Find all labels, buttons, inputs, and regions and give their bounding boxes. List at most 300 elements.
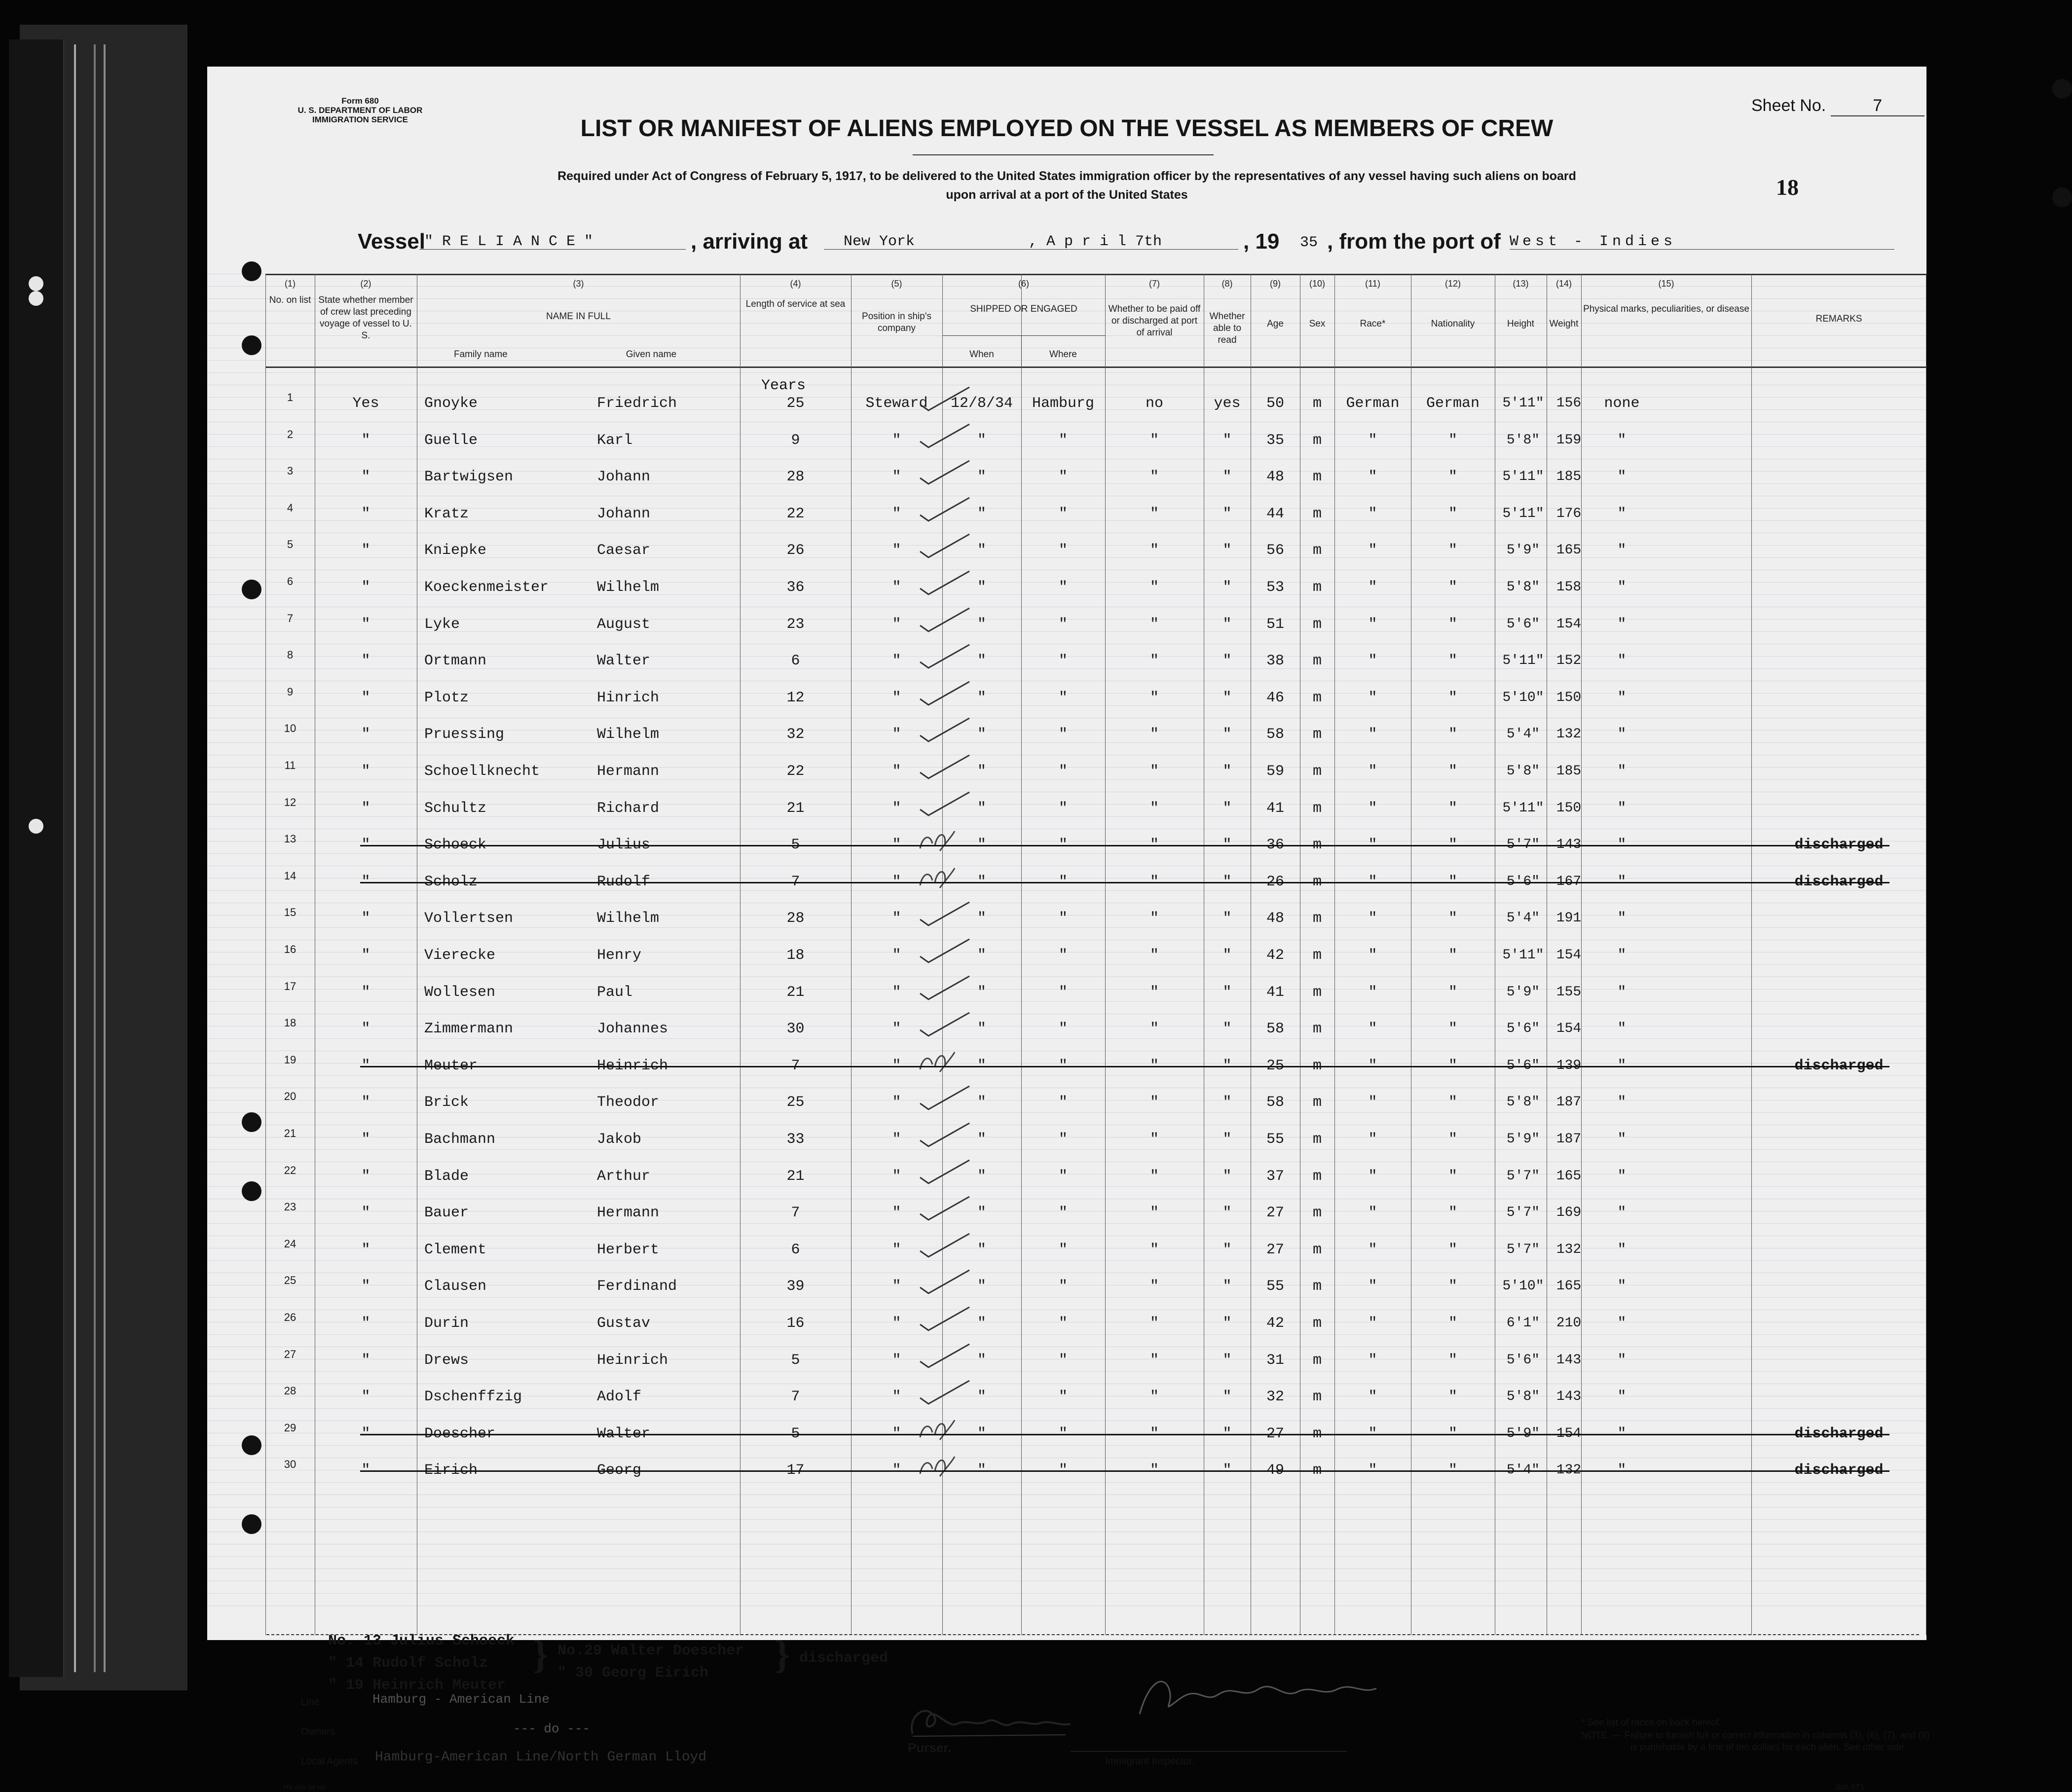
position: " xyxy=(892,1205,901,1222)
shipped-where: " xyxy=(1058,542,1068,559)
ledger-line xyxy=(207,1334,1926,1335)
position: " xyxy=(892,1389,901,1406)
crew-status: " xyxy=(361,469,370,486)
given-name: Johann xyxy=(597,469,651,486)
ledger-line xyxy=(207,1408,1926,1409)
age: 48 xyxy=(1266,469,1284,486)
height: 5'11" xyxy=(1502,653,1544,669)
shipped-when: " xyxy=(977,726,986,743)
family-name: Schoeck xyxy=(424,837,487,854)
age: 46 xyxy=(1266,689,1284,706)
physical-marks: " xyxy=(1617,873,1627,890)
height: 5'9" xyxy=(1506,984,1540,1000)
years-label: Years xyxy=(761,377,806,394)
position: " xyxy=(892,800,901,817)
weight: 143 xyxy=(1556,1389,1582,1405)
shipped-where: " xyxy=(1058,689,1068,706)
arriving-label: , arriving at xyxy=(691,229,808,254)
physical-marks: " xyxy=(1617,726,1627,743)
position: " xyxy=(892,616,901,633)
nationality: " xyxy=(1448,800,1457,817)
physical-marks: " xyxy=(1617,1021,1627,1038)
weight: 139 xyxy=(1556,1058,1582,1073)
shipped-when: 12/8/34 xyxy=(950,395,1013,412)
column-sublabel: Where xyxy=(1049,349,1077,360)
weight: 154 xyxy=(1556,948,1582,963)
ledger-line xyxy=(207,1223,1926,1224)
height: 5'9" xyxy=(1506,1426,1540,1441)
physical-marks: " xyxy=(1617,1315,1627,1332)
punch-hole xyxy=(242,1181,261,1201)
strike-through-line xyxy=(360,1066,1889,1067)
ledger-line xyxy=(207,1001,1926,1002)
crew-status: " xyxy=(361,1389,370,1406)
height: 5'11" xyxy=(1502,800,1544,816)
family-name: Kratz xyxy=(424,505,469,522)
race: " xyxy=(1368,1131,1377,1148)
service-years: 9 xyxy=(791,432,800,449)
shipped-where: " xyxy=(1058,910,1068,927)
shipped-where: " xyxy=(1058,432,1068,449)
note-line: " 30 Georg Eirich xyxy=(557,1665,709,1682)
height: 5'8" xyxy=(1506,432,1540,448)
given-name: Theodor xyxy=(597,1094,660,1111)
able-to-read: " xyxy=(1222,1057,1232,1074)
shipped-when: " xyxy=(977,984,986,1001)
paid-off: " xyxy=(1149,800,1159,817)
column-label: NAME IN FULL xyxy=(546,311,611,322)
check-mark-icon xyxy=(918,1342,972,1371)
given-name: Hinrich xyxy=(597,689,660,706)
row-number: 2 xyxy=(287,428,294,440)
physical-marks: " xyxy=(1617,837,1627,854)
column-number: (2) xyxy=(360,279,371,289)
sex: m xyxy=(1312,837,1322,854)
row-number: 14 xyxy=(284,869,296,882)
height: 5'6" xyxy=(1506,874,1540,889)
position: " xyxy=(892,1462,901,1479)
page-subtitle xyxy=(207,167,1926,204)
able-to-read: " xyxy=(1222,1389,1232,1406)
able-to-read: " xyxy=(1222,1315,1232,1332)
service-years: 22 xyxy=(786,505,805,522)
crew-status: " xyxy=(361,542,370,559)
crew-status: " xyxy=(361,689,370,706)
given-name: Wilhelm xyxy=(597,579,660,596)
paid-off: " xyxy=(1149,689,1159,706)
nationality: " xyxy=(1448,689,1457,706)
age: 27 xyxy=(1266,1205,1284,1222)
nationality: " xyxy=(1448,616,1457,633)
paid-off: " xyxy=(1149,726,1159,743)
able-to-read: " xyxy=(1222,1205,1232,1222)
binding-line xyxy=(104,44,106,1672)
height: 5'6" xyxy=(1506,1058,1540,1073)
crew-status: " xyxy=(361,1241,370,1258)
paid-off: " xyxy=(1149,1094,1159,1111)
nationality: " xyxy=(1448,1205,1457,1222)
position: " xyxy=(892,837,901,854)
weight: 165 xyxy=(1556,1168,1582,1184)
row-number: 12 xyxy=(284,796,296,808)
sex: m xyxy=(1312,579,1322,596)
form-number-line: Form 680 xyxy=(341,96,379,106)
given-name: Friedrich xyxy=(597,395,677,412)
race: " xyxy=(1368,1241,1377,1258)
age: 48 xyxy=(1266,910,1284,927)
agents-value: Hamburg-American Line/North German Lloyd xyxy=(375,1750,707,1765)
family-name: Zimmermann xyxy=(424,1021,514,1038)
shipped-when: " xyxy=(977,469,986,486)
able-to-read: " xyxy=(1222,542,1232,559)
table-rule xyxy=(942,335,1105,336)
race: " xyxy=(1368,763,1377,780)
shipped-when: " xyxy=(977,1462,986,1479)
age: 37 xyxy=(1266,1168,1284,1185)
nationality: " xyxy=(1448,432,1457,449)
crew-status: " xyxy=(361,800,370,817)
shipped-where: " xyxy=(1058,505,1068,522)
height: 5'11" xyxy=(1502,396,1544,411)
physical-marks: " xyxy=(1617,542,1627,559)
nationality: " xyxy=(1448,947,1457,964)
paid-off: " xyxy=(1149,1205,1159,1222)
service-years: 5 xyxy=(791,837,800,854)
weight: 150 xyxy=(1556,690,1582,705)
given-name: Heinrich xyxy=(597,1057,668,1074)
given-name: Julius xyxy=(597,837,651,854)
column-label: Position in ship's company xyxy=(862,311,931,333)
weight: 165 xyxy=(1556,543,1582,558)
able-to-read: " xyxy=(1222,800,1232,817)
weight: 169 xyxy=(1556,1205,1582,1221)
given-name: Walter xyxy=(597,1425,651,1442)
nationality: " xyxy=(1448,1131,1457,1148)
column-sublabel: Given name xyxy=(626,349,677,360)
race: " xyxy=(1368,800,1377,817)
note-discharged: discharged xyxy=(799,1650,888,1667)
check-mark-icon xyxy=(918,642,972,672)
given-name: Caesar xyxy=(597,542,651,559)
able-to-read: " xyxy=(1222,984,1232,1001)
paid-off: " xyxy=(1149,984,1159,1001)
inspector-label: Immigrant Inspector. xyxy=(1105,1756,1195,1767)
paid-off: " xyxy=(1149,1315,1159,1332)
family-name: Blade xyxy=(424,1168,469,1185)
remarks: discharged xyxy=(1794,1057,1884,1074)
race: " xyxy=(1368,873,1377,890)
given-name: Johann xyxy=(597,505,651,522)
height: 5'8" xyxy=(1506,580,1540,595)
physical-marks: " xyxy=(1617,1278,1627,1295)
physical-marks: " xyxy=(1617,1389,1627,1406)
column-label: Age xyxy=(1267,319,1284,329)
ledger-line xyxy=(207,298,1926,299)
column-number: (8) xyxy=(1221,279,1233,289)
service-years: 17 xyxy=(786,1462,805,1479)
sex: m xyxy=(1312,1241,1322,1258)
row-number: 28 xyxy=(284,1385,296,1397)
ledger-line xyxy=(207,1445,1926,1446)
paid-off: " xyxy=(1149,1352,1159,1369)
shipped-when: " xyxy=(977,1315,986,1332)
race: " xyxy=(1368,469,1377,486)
sex: m xyxy=(1312,395,1322,412)
height: 5'4" xyxy=(1506,911,1540,926)
column-label: SHIPPED OR ENGAGED xyxy=(970,304,1077,314)
form-number-line: IMMIGRATION SERVICE xyxy=(312,115,408,124)
family-name: Dschenffzig xyxy=(424,1389,522,1406)
weight: 132 xyxy=(1556,1242,1582,1257)
given-name: Rudolf xyxy=(597,873,651,890)
given-name: Wilhelm xyxy=(597,910,660,927)
strike-through-line xyxy=(360,845,1889,846)
able-to-read: " xyxy=(1222,616,1232,633)
inspector-signature-line xyxy=(1071,1751,1347,1752)
nationality: " xyxy=(1448,1425,1457,1442)
service-years: 7 xyxy=(791,1057,800,1074)
nationality: German xyxy=(1426,395,1480,412)
sex: m xyxy=(1312,689,1322,706)
position: Steward xyxy=(865,395,928,412)
height: 5'9" xyxy=(1506,543,1540,558)
shipped-where: " xyxy=(1058,579,1068,596)
age: 56 xyxy=(1266,542,1284,559)
position: " xyxy=(892,1425,901,1442)
physical-marks: none xyxy=(1604,395,1640,412)
punch-hole xyxy=(242,1435,261,1455)
note-brace: } xyxy=(533,1633,549,1677)
vessel-underline xyxy=(419,249,686,250)
row-number: 7 xyxy=(287,612,294,624)
paid-off: " xyxy=(1149,616,1159,633)
sex: m xyxy=(1312,469,1322,486)
position: " xyxy=(892,763,901,780)
nationality: " xyxy=(1448,873,1457,890)
position: " xyxy=(892,432,901,449)
row-number: 11 xyxy=(284,759,296,771)
note-line: No. 13 Julius Schoeck xyxy=(328,1633,515,1649)
form-code: H8 eka 34 nd xyxy=(284,1783,325,1791)
nationality: " xyxy=(1448,542,1457,559)
family-name: Clement xyxy=(424,1241,487,1258)
paid-off: " xyxy=(1149,432,1159,449)
shipped-when: " xyxy=(977,800,986,817)
purser-signature xyxy=(903,1699,1090,1744)
family-name: Lyke xyxy=(424,616,460,633)
given-name: August xyxy=(597,616,651,633)
race: " xyxy=(1368,542,1377,559)
sex: m xyxy=(1312,653,1322,670)
age: 42 xyxy=(1266,1315,1284,1332)
punch-hole xyxy=(2052,187,2072,207)
age: 55 xyxy=(1266,1278,1284,1295)
column-label: Weight xyxy=(1549,319,1579,329)
strike-through-line xyxy=(360,882,1889,883)
able-to-read: " xyxy=(1222,1278,1232,1295)
sex: m xyxy=(1312,726,1322,743)
shipped-where: " xyxy=(1058,800,1068,817)
strike-through-line xyxy=(360,1470,1889,1472)
ledger-line xyxy=(207,1482,1926,1483)
weight: 143 xyxy=(1556,837,1582,853)
race: " xyxy=(1368,1389,1377,1406)
shipped-when: " xyxy=(977,1389,986,1406)
position: " xyxy=(892,653,901,670)
line-value: Hamburg - American Line xyxy=(372,1692,550,1707)
race: " xyxy=(1368,1205,1377,1222)
able-to-read: " xyxy=(1222,837,1232,854)
race: " xyxy=(1368,1021,1377,1038)
age: 50 xyxy=(1266,395,1284,412)
family-name: Plotz xyxy=(424,689,469,706)
crew-status: " xyxy=(361,1131,370,1148)
race: " xyxy=(1368,1425,1377,1442)
column-label: Nationality xyxy=(1431,319,1475,329)
ledger-line xyxy=(207,1075,1926,1076)
position: " xyxy=(892,947,901,964)
ledger-line xyxy=(207,1371,1926,1372)
fine-note xyxy=(1581,1730,1929,1754)
able-to-read: " xyxy=(1222,689,1232,706)
sex: m xyxy=(1312,1205,1322,1222)
shipped-when: " xyxy=(977,579,986,596)
sex: m xyxy=(1312,1425,1322,1442)
nationality: " xyxy=(1448,763,1457,780)
race: " xyxy=(1368,910,1377,927)
column-number: (4) xyxy=(790,279,801,289)
family-name: Vierecke xyxy=(424,947,496,964)
check-mark-icon xyxy=(918,1084,972,1113)
family-name: Drews xyxy=(424,1352,469,1369)
paid-off: " xyxy=(1149,1389,1159,1406)
shipped-where: " xyxy=(1058,1389,1068,1406)
weight: 156 xyxy=(1556,396,1582,411)
physical-marks: " xyxy=(1617,763,1627,780)
arrival-date: , A p r i l 7th xyxy=(1029,233,1162,250)
height: 5'8" xyxy=(1506,764,1540,779)
paid-off: " xyxy=(1149,1057,1159,1074)
crew-status: " xyxy=(361,1205,370,1222)
column-number: (5) xyxy=(891,279,902,289)
given-name: Paul xyxy=(597,984,633,1001)
nationality: " xyxy=(1448,1094,1457,1111)
position: " xyxy=(892,689,901,706)
age: 25 xyxy=(1266,1057,1284,1074)
shipped-when: " xyxy=(977,1057,986,1074)
weight: 187 xyxy=(1556,1095,1582,1110)
shipped-when: " xyxy=(977,1205,986,1222)
shipped-when: " xyxy=(977,505,986,522)
binder-hole xyxy=(29,819,43,834)
column-number: (15) xyxy=(1658,279,1674,289)
race: " xyxy=(1368,653,1377,670)
check-mark-icon xyxy=(918,790,972,819)
given-name: Adolf xyxy=(597,1389,642,1406)
weight: 154 xyxy=(1556,1021,1582,1037)
shipped-when: " xyxy=(977,1241,986,1258)
position: " xyxy=(892,469,901,486)
position: " xyxy=(892,542,901,559)
position: " xyxy=(892,873,901,890)
ledger-line xyxy=(207,1297,1926,1298)
age: 49 xyxy=(1266,1462,1284,1479)
initial-mark-icon xyxy=(918,1415,972,1445)
nationality: " xyxy=(1448,726,1457,743)
race: " xyxy=(1368,579,1377,596)
nationality: " xyxy=(1448,579,1457,596)
page-number: 18 xyxy=(1776,175,1799,200)
nationality: " xyxy=(1448,1168,1457,1185)
shipped-when: " xyxy=(977,837,986,854)
physical-marks: " xyxy=(1617,1057,1627,1074)
given-name: Karl xyxy=(597,432,633,449)
service-years: 6 xyxy=(791,653,800,670)
race: " xyxy=(1368,1278,1377,1295)
weight: 176 xyxy=(1556,506,1582,521)
height: 5'6" xyxy=(1506,616,1540,632)
title-underline xyxy=(913,154,1214,155)
able-to-read: " xyxy=(1222,726,1232,743)
nationality: " xyxy=(1448,1352,1457,1369)
punch-hole xyxy=(242,1514,261,1534)
crew-status: " xyxy=(361,1168,370,1185)
shipped-where: " xyxy=(1058,1094,1068,1111)
owners-value: --- do --- xyxy=(513,1721,591,1736)
nationality: " xyxy=(1448,1057,1457,1074)
paid-off: " xyxy=(1149,1241,1159,1258)
row-number: 27 xyxy=(284,1348,296,1360)
row-number: 15 xyxy=(284,906,296,919)
row-number: 6 xyxy=(287,575,294,587)
height: 5'11" xyxy=(1502,506,1544,521)
remarks: discharged xyxy=(1794,1425,1884,1442)
row-number: 17 xyxy=(284,980,296,992)
sex: m xyxy=(1312,432,1322,449)
manifest-sheet xyxy=(207,67,1930,1792)
check-mark-icon xyxy=(918,1268,972,1297)
age: 58 xyxy=(1266,726,1284,743)
shipped-where: " xyxy=(1058,469,1068,486)
nationality: " xyxy=(1448,910,1457,927)
row-number: 5 xyxy=(287,538,294,551)
able-to-read: " xyxy=(1222,653,1232,670)
crew-status: " xyxy=(361,653,370,670)
physical-marks: " xyxy=(1617,469,1627,486)
punch-hole xyxy=(242,335,261,355)
page-title: LIST OR MANIFEST OF ALIENS EMPLOYED ON THE VESSEL AS MEMBERS OF CREW xyxy=(580,115,1554,142)
sex: m xyxy=(1312,1131,1322,1148)
family-name: Vollertsen xyxy=(424,910,514,927)
height: 5'4" xyxy=(1506,1463,1540,1478)
family-name: Scholz xyxy=(424,873,478,890)
shipped-where: " xyxy=(1058,1462,1068,1479)
nationality: " xyxy=(1448,1315,1457,1332)
crew-status: " xyxy=(361,763,370,780)
row-number: 16 xyxy=(284,943,296,955)
family-name: Bartwigsen xyxy=(424,469,514,486)
sex: m xyxy=(1312,1094,1322,1111)
weight: 187 xyxy=(1556,1132,1582,1147)
service-years: 28 xyxy=(786,910,805,927)
shipped-when: " xyxy=(977,1021,986,1038)
service-years: 39 xyxy=(786,1278,805,1295)
from-port: West - Indies xyxy=(1510,233,1677,250)
weight: 154 xyxy=(1556,616,1582,632)
note-line: " 19 Heinrich Meuter xyxy=(328,1677,506,1694)
given-name: Johannes xyxy=(597,1021,668,1038)
given-name: Arthur xyxy=(597,1168,651,1185)
